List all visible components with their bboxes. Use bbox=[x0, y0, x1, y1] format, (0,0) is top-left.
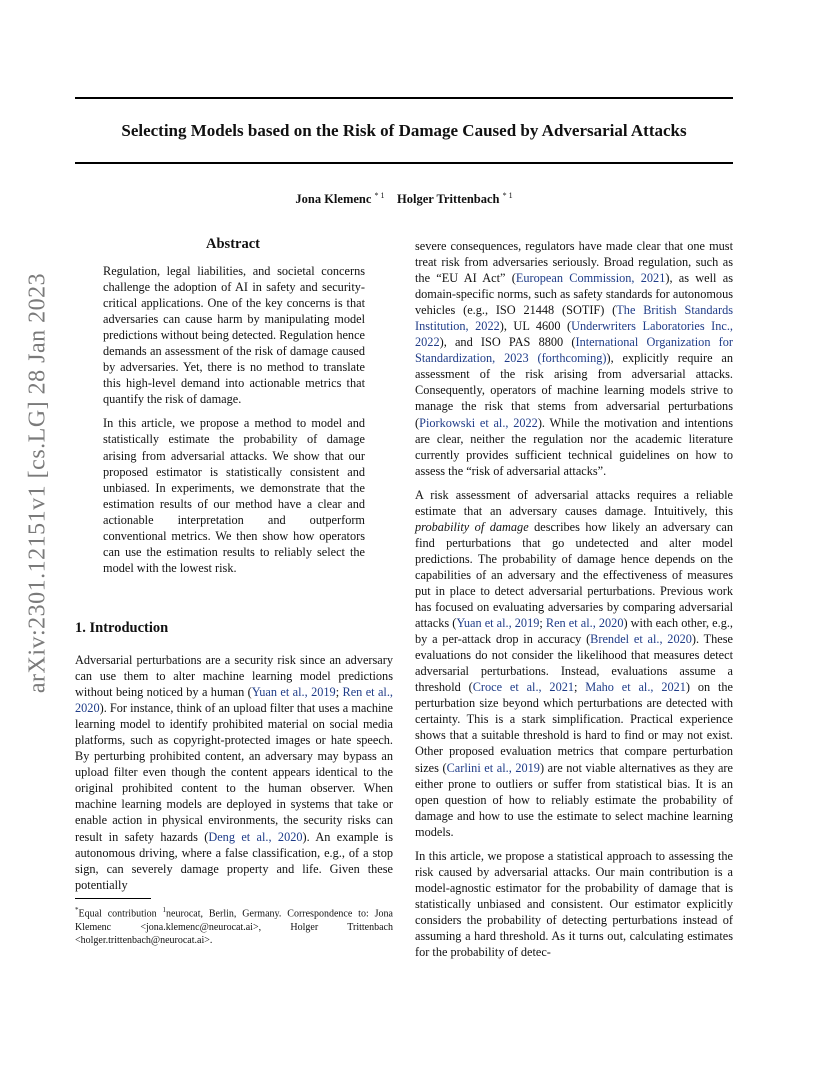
text-run: ) are not viable alternatives as they are either prone to outliers or suffer from statistical bias. It is an open question of how to reliably estimate the probability of damage and how to use the estimate to select machine learning models. bbox=[415, 760, 733, 839]
citation-link[interactable]: Brendel et al., 2020 bbox=[590, 632, 692, 647]
text-run: Adversarial perturbations are a security risk since an adversary can use them to alter machine learning model predictions without being noticed by a human ( bbox=[75, 653, 393, 700]
text-run: ). While the motivation and intentions are clear, neither the regulation nor the academic literature currently provides sufficient technical guidelines on how to assess the “risk of adversarial attacks”. bbox=[415, 415, 733, 478]
text-run: ) on the perturbation size beyond which perturbations are detected with certainty. This is a stark simplification. Practical experience shows that a suitable threshold is hard to find or may not exist. Other proposed evaluation metrics that compare perturbation sizes ( bbox=[415, 680, 733, 775]
footnote-mark: * bbox=[75, 906, 79, 914]
text-run: ; bbox=[574, 680, 586, 695]
author-affiliation-mark: * 1 bbox=[502, 191, 513, 200]
abstract-paragraph: Regulation, legal liabilities, and societal concerns challenge the adoption of AI in safety and security-critical applications. One of the key concerns is that adversaries can cause harm by manipulating model predictions without being detected. Regulation hence demands an assessment of the risk of damage caused by adversaries. Yet, there is no method to translate this high-level demand into actionable metrics that quantify the risk of damage. bbox=[103, 264, 365, 407]
author-name: Holger Trittenbach bbox=[397, 192, 500, 207]
section-heading-introduction: 1. Introduction bbox=[75, 620, 169, 636]
abstract-paragraph: In this article, we propose a method to model and statistically estimate the probability of damage arising from adversarial attacks. We show that our proposed estimator is statistically consistent and unbiased. In experiments, we demonstrate that the estimation results of our method have a clear and actionable interpretation and outperform conventional metrics. We then show how operators can use the estimation results to reliably select the model with the lowest risk. bbox=[103, 416, 365, 575]
citation-link[interactable]: The British Standards Institution, 2022 bbox=[415, 303, 733, 334]
citation-link[interactable]: Ren et al., 2020 bbox=[75, 685, 393, 716]
text-run: ; bbox=[539, 616, 546, 631]
author-name: Jona Klemenc bbox=[295, 192, 372, 207]
text-run: ), and ISO PAS 8800 ( bbox=[439, 335, 576, 350]
author-list bbox=[75, 191, 733, 207]
text-run: In this article, we propose a statistical approach to assessing the risk caused by adversarial attacks. Our main contribution is a model-agnostic estimator for the probability of damage that is statistically unbiased and consistent. Our estimator explicitly considers the probability of detecting perturbations instead of assuming a hard threshold. As it turns out, calculating estimates for the probability of detec- bbox=[415, 848, 733, 960]
abstract-body bbox=[103, 263, 365, 576]
arxiv-id: arXiv:2301.12151v1 [cs.LG] 28 Jan 2023 bbox=[24, 272, 51, 693]
text-run: severe consequences, regulators have made clear that one must treat risk from adversaries seriously. Broad regulation, such as the “EU AI Act” ( bbox=[415, 239, 733, 286]
text-run: ), as well as domain-specific norms, such as safety standards for autonomous vehicles (e.g., ISO 21448 (SOTIF) ( bbox=[415, 271, 733, 318]
body-paragraph bbox=[415, 487, 733, 840]
text-run: ; bbox=[335, 685, 343, 700]
body-paragraph bbox=[415, 238, 733, 479]
text-run: ) with each other, e.g., by a per-attack drop in accuracy ( bbox=[415, 616, 733, 647]
title-bottom-rule bbox=[75, 162, 733, 164]
footnote-mark: 1 bbox=[162, 906, 167, 914]
citation-link[interactable]: Carlini et al., 2019 bbox=[446, 760, 540, 775]
citation-link[interactable]: Piorkowski et al., 2022 bbox=[419, 415, 538, 430]
footnote bbox=[75, 904, 393, 947]
text-run: describes how likely an adversary can find perturbations that go undetected and alter model predictions. The probability of damage hence depends on the capabilities of an adversary and the effectiveness of measures put in place to detect adversarial perturbations. Previous work has focused on evaluating adversaries by comparing adversarial attacks ( bbox=[415, 519, 733, 631]
footnote-text: Equal contribution bbox=[78, 908, 163, 920]
citation-link[interactable]: Croce et al., 2021 bbox=[472, 680, 575, 695]
text-run: ). For instance, think of an upload filter that uses a machine learning model to identify prohibited material on social media platforms, such as copyright-protected images or hate speech. By perturbing prohibited content, an adversary may bypass an upload filter even though the content appears identical to the original prohibited content to the human observer. When machine learning models are deployed in systems that take or enable action in physical environments, the security risks can result in safety hazards ( bbox=[75, 701, 393, 844]
footnote-rule bbox=[75, 898, 151, 899]
citation-link[interactable]: Deng et al., 2020 bbox=[208, 829, 303, 844]
arxiv-stamp bbox=[18, 272, 58, 693]
introduction-body bbox=[75, 652, 393, 893]
right-column bbox=[415, 238, 733, 960]
text-run: ). These evaluations do not consider the likelihood that measures detect adversarial perturbations. Instead, evaluations assume a threshold ( bbox=[415, 632, 733, 695]
text-run: ). An example is autonomous driving, where a false classification, e.g., of a stop sign, can severely damage property and life. Given these potentially bbox=[75, 829, 393, 892]
citation-link[interactable]: Yuan et al., 2019 bbox=[251, 685, 336, 700]
citation-link[interactable]: European Commission, 2021 bbox=[515, 271, 666, 286]
top-rule bbox=[75, 97, 733, 99]
citation-link[interactable]: Underwriters Laboratories Inc., 2022 bbox=[415, 319, 733, 350]
citation-link[interactable]: Yuan et al., 2019 bbox=[456, 616, 540, 631]
body-paragraph bbox=[415, 848, 733, 960]
author-affiliation-mark: * 1 bbox=[374, 191, 385, 200]
citation-link[interactable]: Ren et al., 2020 bbox=[545, 616, 624, 631]
citation-link[interactable]: Maho et al., 2021 bbox=[585, 680, 686, 695]
text-run: ), explicitly require an assessment of the risk arising from adversarial attacks. Consequently, operators of machine learning models strive to manage the risk that stems from adversarial perturbations ( bbox=[415, 351, 734, 430]
text-run: ), UL 4600 ( bbox=[499, 319, 572, 334]
text-run: A risk assessment of adversarial attacks requires a reliable estimate that an adversary causes damage. Intuitively, this bbox=[415, 487, 733, 518]
paper-title: Selecting Models based on the Risk of Damage Caused by Adversarial Attacks bbox=[121, 121, 687, 140]
intro-paragraph bbox=[75, 652, 393, 893]
emphasis-text: probability of damage bbox=[415, 519, 529, 534]
footnote-text: neurocat, Berlin, Germany. Correspondence to: Jona Klemenc <jona.klemenc@neurocat.ai>, Holger Trittenbach <holger.trittenbach@neurocat.ai>. bbox=[75, 908, 393, 946]
abstract-heading: Abstract bbox=[206, 236, 260, 252]
citation-link[interactable]: International Organization for Standardization, 2023 (forthcoming) bbox=[415, 335, 734, 366]
